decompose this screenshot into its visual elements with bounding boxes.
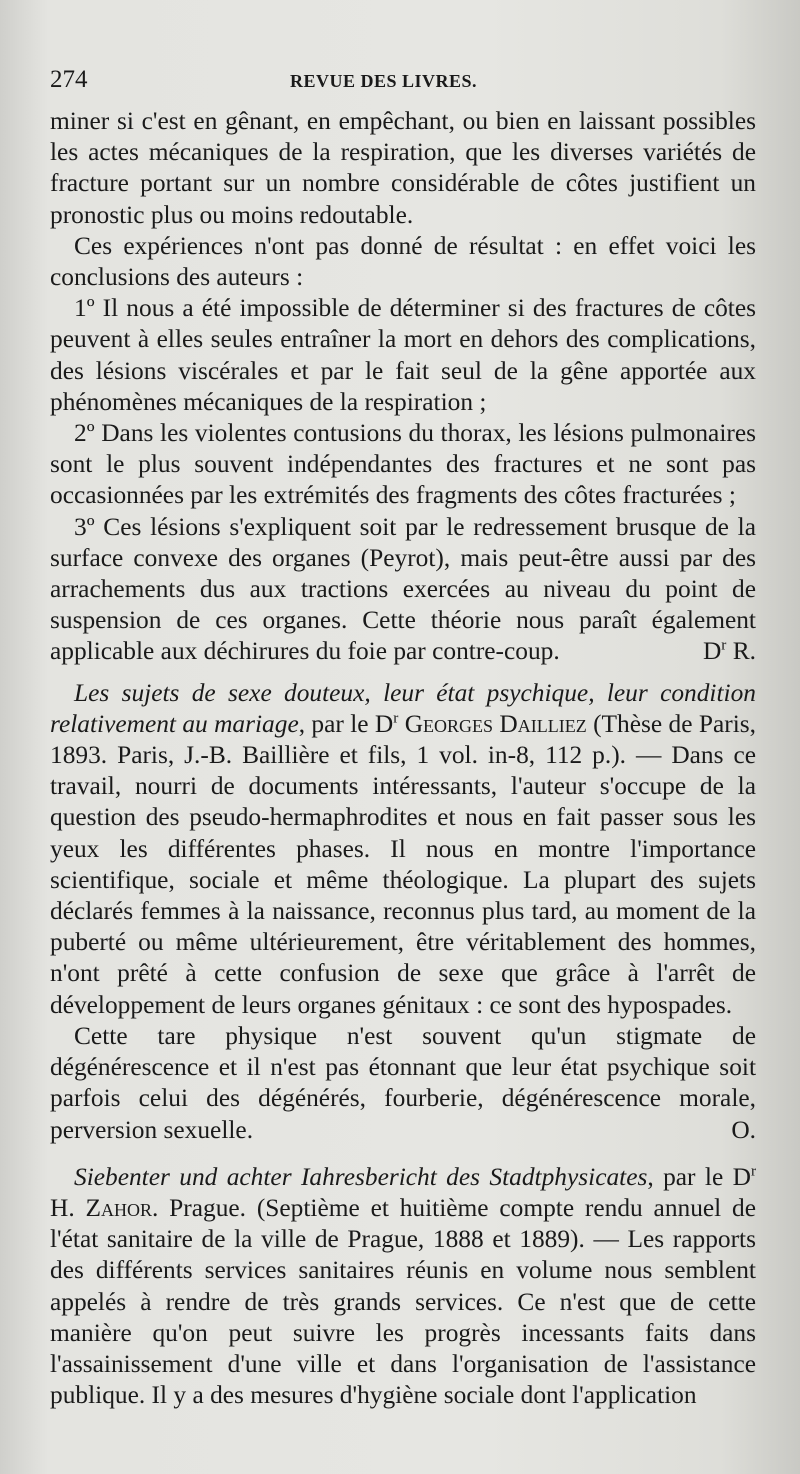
conclusion-1: 1º Il nous a été impossible de déterminer si des fractures de côtes peuvent à elles seules entraîner la mort en dehors des complications, des lésions viscérales et par le fait seul de la gêne apportée aux phénomènes mécaniques de la respiration ; (50, 294, 756, 416)
running-title: REVUE DES LIVRES. (290, 71, 478, 91)
review-dailliez-author: Georges Dailliez (404, 709, 587, 738)
review-dailliez: Les sujets de sexe douteux, leur état psychique, leur condition relativement au mariage, par le $D^r$ Georges Dailliez (Thèse de Paris, 1893. Paris, J.-B. Baillière et fils, 1 vol. in-8, 112 p.). — Dans ce travail, nourri de documents intéressants, l'auteur s'occupe de la question des pseudo-hermaphrodites et nous en fait passer sous les yeux les différentes phases. Il nous en montre l'importance scientifique, sociale et même théologique. La plupart des sujets déclarés femmes à la naissance, reconnus plus tard, au moment de la puberté ou même ultérieurement, être véritablement des hommes, n'ont prêté à cette confusion de sexe que grâce à l'arrêt de développement de leurs organes génitaux : ce sont des hypospades. (50, 678, 756, 1019)
review-zahor-author: H. Zahor (50, 1193, 153, 1222)
review-dailliez-continued: Cette tare physique n'est souvent qu'un stigmate de dégénérescence et il n'est pas étonnant que leur état psychique soit parfois celui des dégénérés, fourberie, dégénérescence morale, perversion sexuelle. O. (50, 1021, 756, 1146)
page-body (50, 106, 756, 1411)
page-number: 274 (50, 66, 88, 93)
review-dailliez-title: Les sujets de sexe douteux, leur état psychique, leur condition relativement au mariage (50, 678, 756, 738)
review-zahor-text: . Prague. (Septième et huitième compte rendu annuel de l'état sanitaire de la ville de Prague, 1888 et 1889). — Les rapports des différents services sanitaires réunis en volume nous semblent appelés à rendre de très grands services. Ce n'est que de cette manière qu'on peut suivre les progrès incessants faits dans l'assainissement d'une ville et dans l'organisation de l'assistance publique. Il y a des mesures d'hygiène sociale dont l'application (50, 1193, 757, 1410)
review-zahor-title: Siebenter und achter Iahresbericht des Stadtphysicates (74, 1162, 648, 1191)
review-zahor: Siebenter und achter Iahresbericht des Stadtphysicates, par le $D^r$ H. Zahor. Prague. (Septième et huitième compte rendu annuel de l'état sanitaire de la ville de Prague, 1888 et 1889). — Les rapports des différents services sanitaires réunis en volume nous semblent appelés à rendre de très grands services. Ce n'est que de cette manière qu'on peut suivre les progrès incessants faits dans l'assainissement d'une ville et dans l'organisation de l'assistance publique. Il y a des mesures d'hygiène sociale dont l'application (50, 1162, 757, 1410)
paragraph-continuation: miner si c'est en gênant, en empêchant, ou bien en laissant possibles les actes mécaniques de la respiration, que les diverses variétés de fracture portant sur un nombre considérable de côtes justifient un pronostic plus ou moins redoutable. (50, 107, 756, 229)
review-dailliez-text: (Thèse de Paris, 1893. Paris, J.-B. Baillière et fils, 1 vol. in-8, 112 p.). — Dans ce travail, nourri de documents intéressants, l'auteur s'occupe de la question des pseudo-hermaphrodites et nous en fait passer sous les yeux les différentes phases. Il nous en montre l'importance scientifique, sociale et même théologique. La plupart des sujets déclarés femmes à la naissance, reconnus plus tard, au moment de la puberté ou même ultérieurement, être véritablement des hommes, n'ont prêté à cette confusion de sexe que grâce à l'arrêt de développement de leurs organes génitaux : ce sont des hypospades. (50, 709, 756, 1019)
page-header (50, 66, 756, 100)
paragraph-results: Ces expériences n'ont pas donné de résultat : en effet voici les conclusions des auteurs : (50, 231, 756, 292)
review-signature-o: O. (731, 1115, 756, 1144)
review-signature-dr: $D^r$ R. (702, 636, 756, 666)
conclusion-3 (50, 512, 756, 668)
conclusion-2: 2º Dans les violentes contusions du thorax, les lésions pulmonaires sont le plus souvent indépendantes des fractures et ne sont pas occasionnées par les extrémités des fragments des côtes fracturées ; (50, 419, 756, 510)
conclusion-3-text: 3º Ces lésions s'expliquent soit par le redressement brusque de la surface convexe des organes (Peyrot), mais peut-être aussi par des arrachements dus aux tractions exercées au niveau du point de suspension de ces organes. Cette théorie nous paraît également applicable aux déchirures du foie par contre-coup. (50, 512, 756, 666)
